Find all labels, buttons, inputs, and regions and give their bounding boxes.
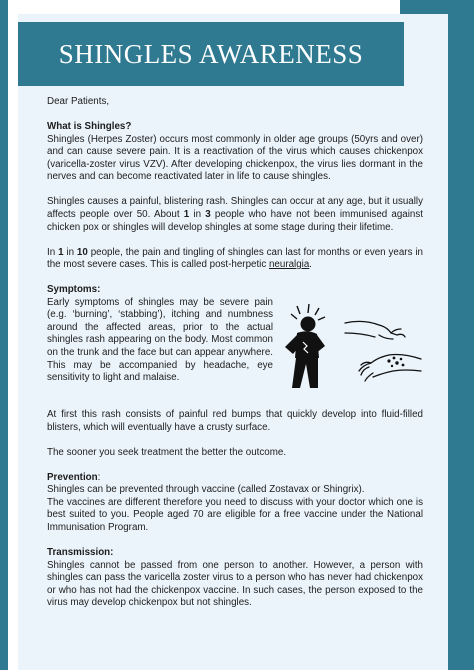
neuralgia-link[interactable]: neuralgia [268, 259, 310, 271]
prevention-line-1: Shingles can be prevented through vaccine (called Zostavax or Shingrix). [47, 484, 365, 496]
arm-rash-icon [343, 309, 423, 385]
title-banner [18, 22, 404, 86]
pain-person-icon [275, 302, 337, 392]
prevention-line-2: The vaccines are different therefore you need to discuss with your doctor which one is best suited to you. People aged 70 are eligible for a free vaccine under the National Immunisation Program. [47, 496, 423, 534]
what-is-heading: What is Shingles? [47, 120, 132, 132]
left-accent-bar [0, 0, 8, 670]
rash-paragraph: Shingles causes a painful, blistering rash. Shingles can occur at any age, but it usually affects people over 50. About 1 in 3 people who have not been immunised against chicken pox or shingles will develop shingles at some stage during their lifetime. [47, 196, 423, 233]
transmission-heading: Transmission: [47, 547, 114, 558]
symptoms-block [47, 297, 423, 397]
what-is-text: Shingles (Herpes Zoster) occurs most commonly in older age groups (50yrs and over) and can cause severe pain. It is a reactivation of the virus which causes chickenpox (varicella-zoster virus VZV). After developing chickenpox, the virus lies dormant in the nerves and can become reactivated later in life to cause shingles. [47, 133, 423, 183]
letter-body [47, 96, 423, 610]
transmission-text: Shingles cannot be passed from one person to another. However, a person with shingles can pass the varicella zoster virus to a person who has never had chickenpox or who has not had the chickenpox vaccine. In such cases, the person exposed to the virus may develop chickenpox but not shingles. [47, 559, 423, 609]
symptoms-illustration [275, 297, 423, 397]
greeting: Dear Patients, [47, 96, 110, 107]
prevention-heading: Prevention: [47, 471, 101, 483]
treatment-text: The sooner you seek treatment the better the outcome. [47, 446, 287, 458]
page-title: SHINGLES AWARENESS [58, 38, 364, 69]
symptoms-text: Early symptoms of shingles may be severe pain (e.g. ‘burning’, ‘stabbing’), itching and numbness around the affected areas, prior to the actual shingles rash appearing on the body. Most common on the trunk and the face but can appear anywhere. This may be accompanied by headache, eye sensitivity to light and malaise. [47, 296, 273, 384]
rash-bumps-text: At first this rash consists of painful red bumps that quickly develop into fluid-filled blisters, which will eventually have a crusty surface. [47, 409, 423, 433]
symptoms-heading: Symptoms: [47, 284, 101, 296]
neuralgia-paragraph: In 1 in 10 people, the pain and tingling of shingles can last for months or even years in the most severe cases. This is called post-herpetic neuralgia. [47, 246, 423, 271]
